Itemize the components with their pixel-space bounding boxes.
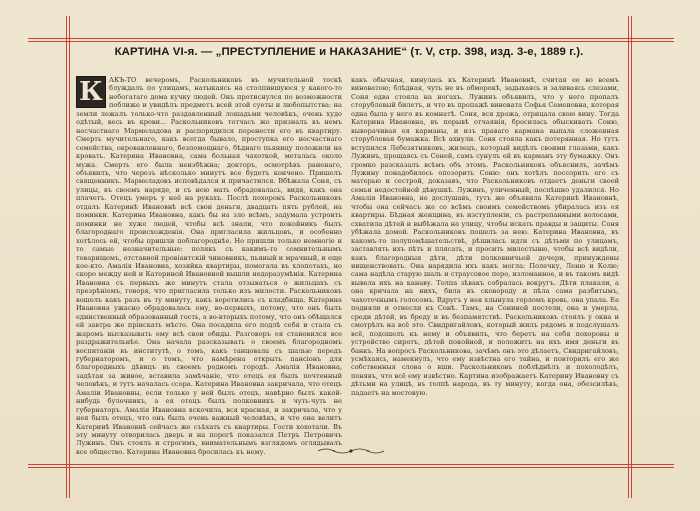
left-column-text: АКЪ-ТО вечеромъ, Раскольниковъ въ мучительной тоскѣ блуждалъ по улицамъ, натыкаясь на столпившуюся у какого-то небогатаго дома кучку людей. Онъ протиснулся по возможности поближе и увидѣлъ предметъ всей этой суеты и любопытства: на земли лежалъ только-что раздавленный лошадьми человѣкъ, очень худо одѣтый, весь въ крови... Раскольниковъ тотчасъ же призналъ въ немъ несчастнаго Мармеладова и распорядился перенести его въ квартиру. Смерть мучительнаго, какъ всегда бывало, проступка его несчастнаго семейства, окровавленнаго, безпомощнаго, бѣднаго пьяницу положили на кровать. Катерина Ивановна, сама больная чахоткой, металась около мужа. Смерть его была неизбѣжна; докторъ, осмотрѣвъ раненаго, объявилъ, что черезъ нѣсколько минутъ все будетъ кончено. Пришелъ священникъ. Мармеладовъ исповѣдался и причастился. Вбѣжала Соня, съ улицы, въ своемъ наряде, и съ нею мать обрадовалась, видя, какъ она плачетъ. Отецъ умеръ у неё на рукахъ. Послѣ похоронъ Раскольниковъ отдалъ Катеринѣ Ивановнѣ всѣ свои деньги, двадцать пять рублей, на поминки. Катерина Ивановна, какъ бы на зло всѣмъ, задумала устроить поминки не хуже людей, чтобы всѣ знали, что покойникъ былъ благороднаго происхожденія. Она пригласила жильцовъ, и особенно хотѣлось ей, чтобы пришли поблагороднѣе. Но пришли только немногіе и то самые незначительные: полякъ съ какимъ-то сомнительнымъ товарищемъ, отставной провіантскій чиновникъ, пьяный и мрачный, и еще кое-кто. Амалія Ивановна, хозяйка квартиры, помогала въ хлопотахъ, но скоро между ней и Катериной Ивановной вышли недоразумѣнія. Катерина Ивановна съ первыхъ же минутъ стала отзываться о жильцахъ съ презрѣніемъ, говоря, что пригласила только изъ милости. Раскольниковъ вошелъ какъ разъ въ ту минуту, какъ воротились съ кладбища. Катерина Ивановна ужасно обрадовалась ему, во-первыхъ, потому, что онъ былъ единственный образованный гость, а во-вторыхъ потому, что онъ обѣщался ей завтра же пріискать мѣсто. Она посадила его подлѣ себя и стала съ жаромъ высказывать ему всѣ свои обиды. Разговоръ ея становился все раздражительнѣе. Она начала разсказывать о своемъ благородномъ воспитаніи въ институтѣ, о томъ, какъ танцовала съ шалью передъ губернаторомъ, и о томъ, что намѣрена открыть пансіонъ для благородныхъ дѣвицъ въ своемъ родномъ городѣ. Амалія Ивановна, задѣтая за живое, вставила замѣчаніе, что отецъ ея былъ почтенный человѣкъ, и тутъ началась ссора. Катерина Ивановна закричала, что отецъ Амаліи Ивановны, если только у ней былъ отецъ, навѣрно былъ какой-нибудь булочникъ, а ея отецъ былъ полковникъ и чуть-чуть не губернаторъ. Амалія Ивановна вскочила, вся красная, и закричала, что у нея былъ отецъ, что онъ былъ очень важный человѣкъ, и что она велитъ Катеринѣ Ивановнѣ сейчасъ же съѣхать съ квартиры. Гости хохотали. Въ эту минуту отворилась дверь и на порогѣ показался Петръ Петровичъ Лужинъ. Онъ стоялъ и строгимъ, внимательнымъ взглядомъ оглядывалъ все общество. Катерина Ивановна бросилась къ нему. [76, 76, 342, 456]
text-column-left [76, 76, 342, 456]
frame-line-right-inner [631, 16, 632, 498]
frame-line-top [28, 38, 674, 39]
frame-line-top-inner [28, 41, 674, 42]
text-column-right [351, 76, 619, 448]
right-column-text: какъ обычная, кинулась къ Катеринѣ Ивановнѣ, считая ее во всемъ виноватою; блѣдная, чуть не въ обморокѣ, задыхаясь и заливаясь слезами, Соня едва стояла на ногахъ. Лужинъ объявилъ, что у него пропалъ сторублевый билетъ, и что въ пропажѣ виновата Софья Семеновна, которая одна была у него въ комнатѣ. Соня, вся дрожа, отрицала свою вину. Тогда Катерина Ивановна, въ порывѣ отчаянія, бросилась обыскивать Соню, выворачивая ея карманы, и изъ праваго кармана выпала сложенная сторублевая бумажка. Всѣ ахнули. Соня стояла какъ потерянная. Но тутъ вступился Лебезятниковъ, жилецъ, который видѣлъ своими глазами, какъ Лужинъ, прощаясь съ Соней, самъ сунулъ ей въ карманъ эту бумажку. Онъ громко разсказалъ всѣмъ объ этомъ. Раскольниковъ объяснилъ, зачѣмъ Лужину понадобилось опозорить Соню: онъ хотѣлъ поссорить его съ матерью и сестрой, доказавъ, что Раскольниковъ отдаетъ деньги своей семьи недостойной дѣвушкѣ. Лужинъ, уличенный, поспѣшно удалился. Но Амалія Ивановна, не дослушавъ, тутъ же объявила Катеринѣ Ивановнѣ, чтобы она сейчасъ же со всѣмъ своимъ семействомъ убиралась изъ ея квартиры. Бѣдная женщина, въ изступленіи, съ растрепанными волосами, схватила дѣтей и выбѣжала на улицу, чтобы искать правды и защиты. Соня убѣжала домой. Раскольниковъ пошелъ за нею. Катерина Ивановна, въ какомъ-то полупомѣшательствѣ, рѣшилась идти съ дѣтьми по улицамъ, заставлять ихъ пѣть и плясать, и просить милостыню, чтобы всѣ видѣли, какъ благородныя дѣти, дѣти полковничьей дочери, принуждены нищенствовать. Она нарядила ихъ какъ могла: Полечку, Леню и Колю; сама надѣла старую шаль и страусовое перо, изломанное, и въ такомъ видѣ вывела ихъ на канаву. Толпа зѣвакъ собралась вокругъ. Дѣти плакали, а она кричала на нихъ, била въ сковороду и пѣла сама разбитымъ, чахоточнымъ голосомъ. Вдругъ у нея хлынула горломъ кровь, она упала. Ее подняли и отнесли къ Сонѣ. Тамъ, на Сониной постели, она и умерла, среди дѣтей, въ бреду и въ безпамятствѣ. Раскольниковъ стоялъ у окна и смотрѣлъ на всё это. Свидригайловъ, который жилъ рядомъ и подслушалъ всё, подошелъ къ нему и объявилъ, что беретъ на себя похороны и устройство сиротъ, дѣтей покойной, и положитъ на ихъ имя деньги въ банкъ. На вопросъ Раскольникова, зачѣмъ онъ это дѣлаетъ, Свидригайловъ, усмѣхаясь, намекнулъ, что ему извѣстна его тайна, и повторилъ его же собственныя слова о вши. Раскольниковъ поблѣднѣлъ и похолодѣлъ, понявъ, что всё ему извѣстно. Картина изображаетъ Катерину Ивановну съ дѣтьми на улицѣ, въ толпѣ народа, въ ту минуту, когда она, обезсилѣвъ, падаетъ на мостовую. [351, 76, 619, 397]
frame-line-left-inner [69, 16, 70, 498]
frame-line-right [628, 16, 629, 498]
frame-line-bottom [28, 464, 674, 465]
frame-line-bottom-inner [28, 467, 674, 468]
drop-cap: К [76, 76, 106, 108]
ornament-divider [316, 446, 386, 456]
page-title: КАРТИНА VI-я. — „ПРЕСТУПЛЕНИЕ и НАКАЗАНИЕ“ (т. V, стр. 398, изд. 3-е, 1889 г.). [114, 46, 584, 58]
frame-line-left [66, 16, 67, 498]
